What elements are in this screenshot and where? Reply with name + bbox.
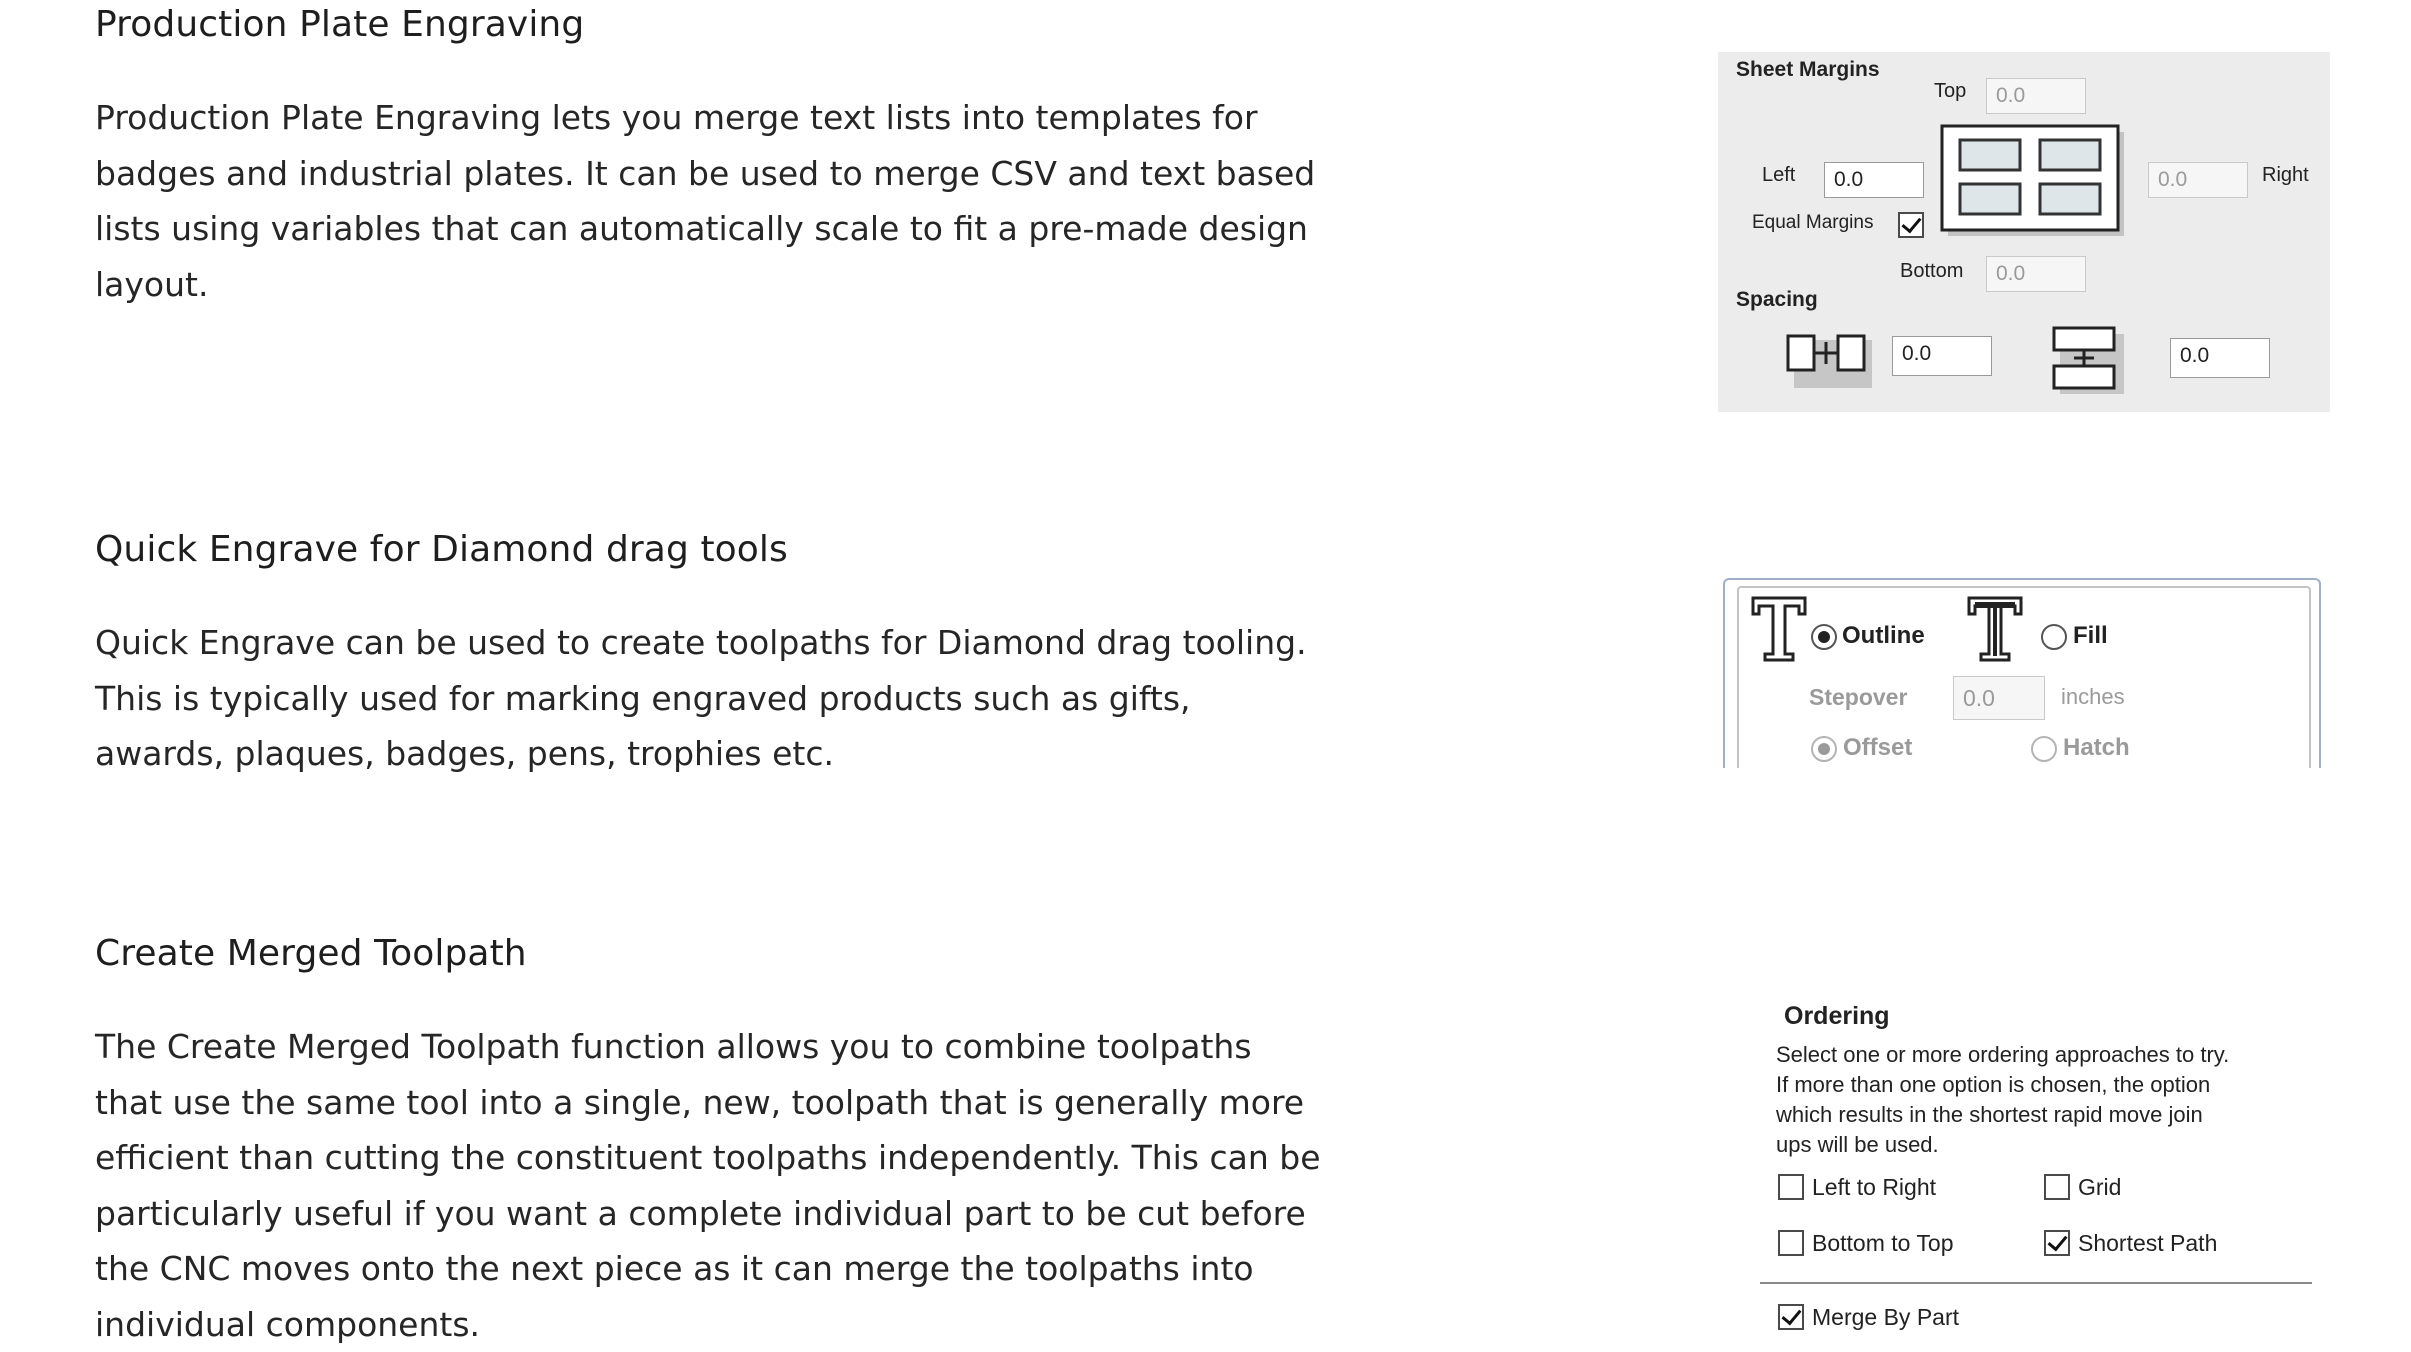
paragraph-line: the CNC moves onto the next piece as it can merge the toolpaths into <box>95 1241 1355 1297</box>
grid-label: Grid <box>2078 1174 2121 1201</box>
paragraph-line: particularly useful if you want a complete individual part to be cut before <box>95 1186 1355 1242</box>
paragraph-line: Quick Engrave can be used to create toolpaths for Diamond drag tooling. <box>95 615 1355 671</box>
bottom-to-top-label: Bottom to Top <box>1812 1230 1954 1257</box>
paragraph-line: layout. <box>95 257 1355 313</box>
right-label: Right <box>2262 164 2309 187</box>
section-heading-merged-toolpath: Create Merged Toolpath <box>95 932 527 976</box>
sheet-margins-title: Sheet Margins <box>1736 58 1880 82</box>
outline-text-icon <box>1749 592 1809 664</box>
section-text-quick-engrave <box>95 615 1355 782</box>
fill-label: Fill <box>2073 622 2108 650</box>
vertical-spacing-field[interactable]: 0.0 <box>2170 338 2270 378</box>
section-text-production-plate <box>95 90 1355 312</box>
fill-text-icon <box>1965 592 2025 664</box>
merge-by-part-checkbox[interactable] <box>1778 1304 1804 1330</box>
vertical-spacing-icon <box>2048 324 2128 396</box>
top-label: Top <box>1934 80 1966 103</box>
merge-by-part-label: Merge By Part <box>1812 1304 1959 1331</box>
section-text-merged-toolpath <box>95 1019 1355 1352</box>
fill-radio[interactable] <box>2041 624 2067 650</box>
paragraph-line: lists using variables that can automatically scale to fit a pre-made design <box>95 201 1355 257</box>
description-line: ups will be used. <box>1776 1130 2229 1160</box>
paragraph-line: badges and industrial plates. It can be used to merge CSV and text based <box>95 146 1355 202</box>
bottom-label: Bottom <box>1900 260 1963 283</box>
quick-engrave-panel <box>1723 578 2321 768</box>
description-line: Select one or more ordering approaches to try. <box>1776 1040 2229 1070</box>
grid-checkbox[interactable] <box>2044 1174 2070 1200</box>
stepover-field[interactable]: 0.0 <box>1953 676 2045 720</box>
outline-radio[interactable] <box>1811 624 1837 650</box>
divider <box>1760 1282 2312 1284</box>
section-heading-production-plate: Production Plate Engraving <box>95 3 584 47</box>
paragraph-line: efficient than cutting the constituent toolpaths independently. This can be <box>95 1130 1355 1186</box>
paragraph-line: This is typically used for marking engraved products such as gifts, <box>95 671 1355 727</box>
equal-margins-checkbox[interactable] <box>1898 212 1924 238</box>
description-line: which results in the shortest rapid move join <box>1776 1100 2229 1130</box>
offset-label: Offset <box>1843 734 1912 762</box>
horizontal-spacing-field[interactable]: 0.0 <box>1892 336 1992 376</box>
shortest-path-label: Shortest Path <box>2078 1230 2217 1257</box>
horizontal-spacing-icon <box>1784 328 1874 394</box>
description-line: If more than one option is chosen, the option <box>1776 1070 2229 1100</box>
hatch-label: Hatch <box>2063 734 2130 762</box>
paragraph-line: Production Plate Engraving lets you merge text lists into templates for <box>95 90 1355 146</box>
stepover-unit: inches <box>2061 684 2125 710</box>
top-margin-field[interactable]: 0.0 <box>1986 78 2086 114</box>
section-heading-quick-engrave: Quick Engrave for Diamond drag tools <box>95 528 788 572</box>
right-margin-field[interactable]: 0.0 <box>2148 162 2248 198</box>
paragraph-line: awards, plaques, badges, pens, trophies etc. <box>95 726 1355 782</box>
outline-label: Outline <box>1842 622 1925 650</box>
ordering-title: Ordering <box>1784 1002 1890 1031</box>
shortest-path-checkbox[interactable] <box>2044 1230 2070 1256</box>
paragraph-line: that use the same tool into a single, new, toolpath that is generally more <box>95 1075 1355 1131</box>
quick-engrave-group <box>1737 586 2311 768</box>
bottom-to-top-checkbox[interactable] <box>1778 1230 1804 1256</box>
bottom-margin-field[interactable]: 0.0 <box>1986 256 2086 292</box>
ordering-description <box>1776 1040 2229 1160</box>
left-margin-field[interactable]: 0.0 <box>1824 162 1924 198</box>
paragraph-line: individual components. <box>95 1297 1355 1352</box>
hatch-radio[interactable] <box>2031 736 2057 762</box>
stepover-label: Stepover <box>1809 684 1907 711</box>
paragraph-line: The Create Merged Toolpath function allows you to combine toolpaths <box>95 1019 1355 1075</box>
left-to-right-checkbox[interactable] <box>1778 1174 1804 1200</box>
sheet-margins-panel <box>1718 52 2330 412</box>
offset-radio[interactable] <box>1811 736 1837 762</box>
equal-margins-label: Equal Margins <box>1752 212 1873 234</box>
spacing-title: Spacing <box>1736 288 1818 312</box>
margins-layout-icon <box>1940 124 2130 240</box>
left-to-right-label: Left to Right <box>1812 1174 1936 1201</box>
left-label: Left <box>1762 164 1795 187</box>
ordering-panel <box>1748 990 2308 1340</box>
